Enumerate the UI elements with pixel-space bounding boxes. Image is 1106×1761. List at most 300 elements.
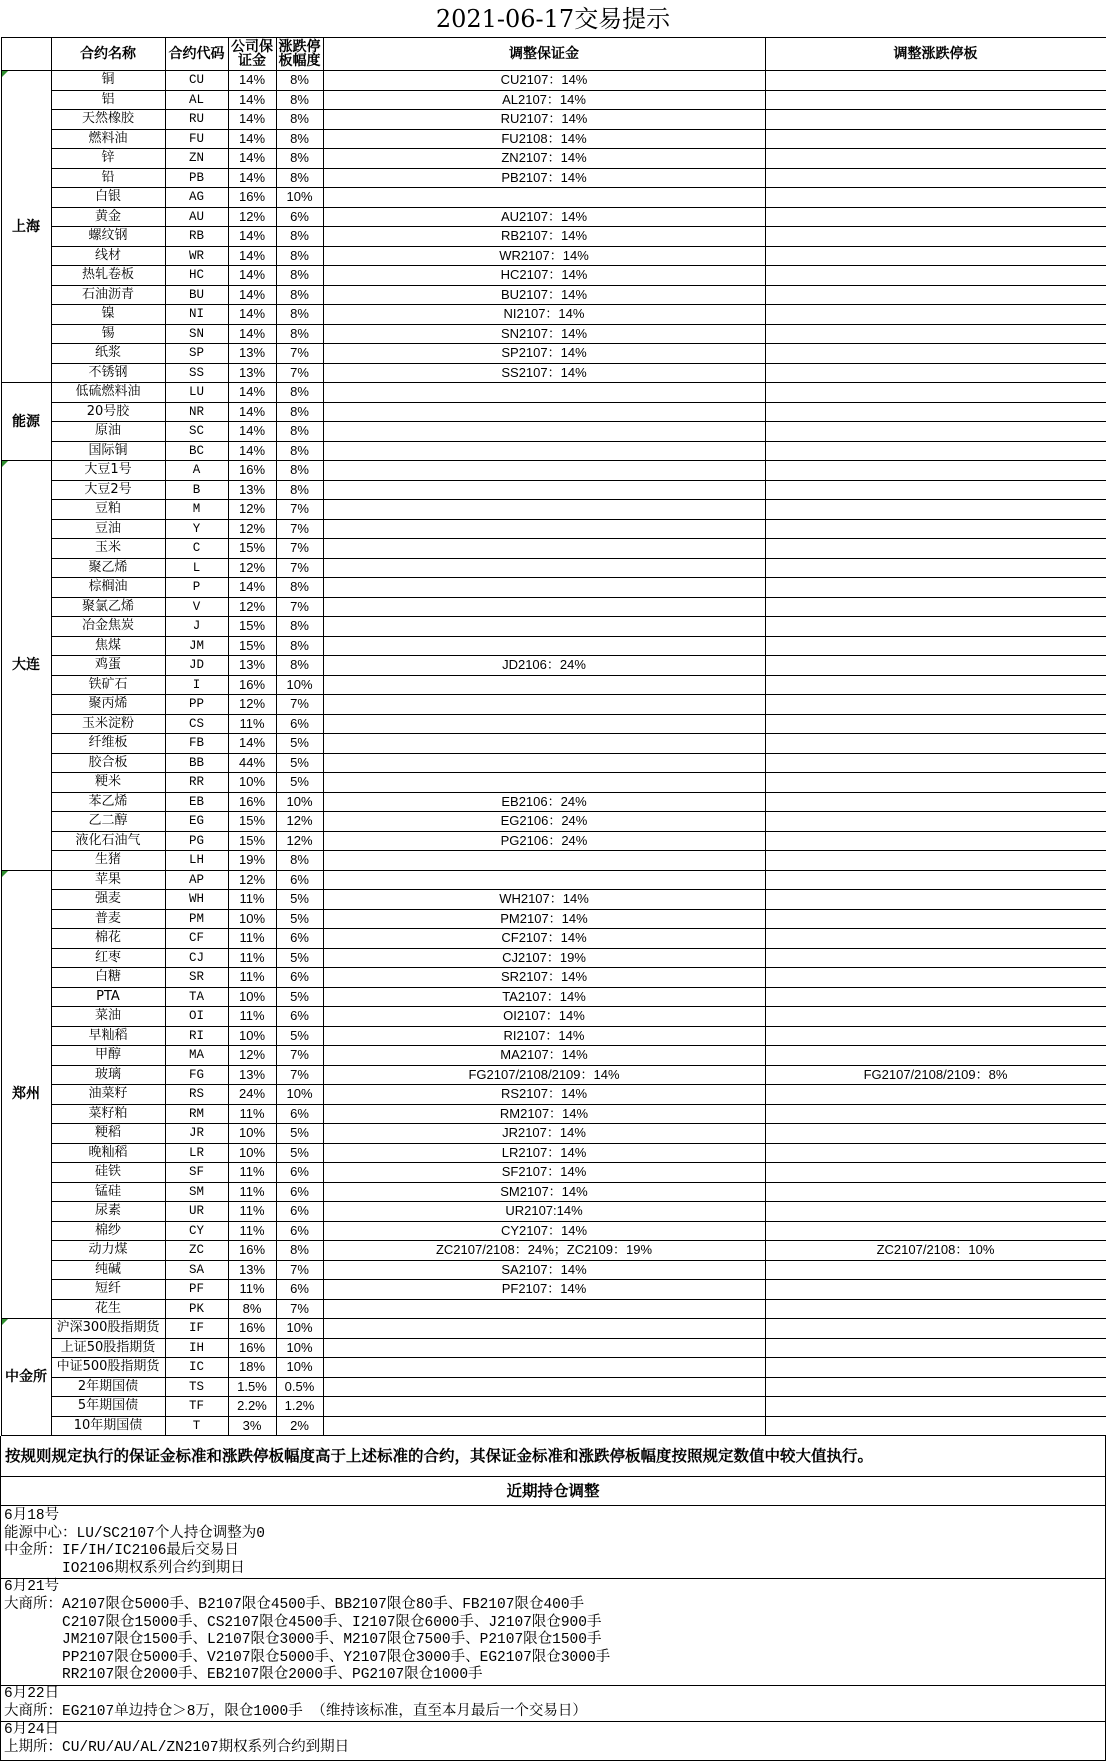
- adjusted-limit-cell: [765, 714, 1106, 734]
- contract-name-cell: 石油沥青: [51, 285, 165, 305]
- adjusted-margin-cell: TA2107：14%: [323, 987, 765, 1007]
- contract-name-cell: 镍: [51, 305, 165, 325]
- contract-row: [1, 1338, 1106, 1358]
- contract-row: [1, 714, 1106, 734]
- adjusted-limit-cell: [765, 1124, 1106, 1144]
- contract-row: [1, 1280, 1106, 1300]
- position-notes: [0, 1506, 1106, 1761]
- adjusted-limit-cell: [765, 227, 1106, 247]
- adjusted-margin-cell: [323, 1358, 765, 1378]
- note-lines: [62, 1740, 349, 1758]
- contract-row: [1, 1358, 1106, 1378]
- adjusted-margin-cell: FG2107/2108/2109：14%: [323, 1065, 765, 1085]
- contract-code-cell: AL: [165, 90, 228, 110]
- contract-row: [1, 1397, 1106, 1417]
- contract-name-cell: 乙二醇: [51, 812, 165, 832]
- contract-row: [1, 1143, 1106, 1163]
- company-margin-cell: 13%: [228, 1065, 276, 1085]
- contract-row: [1, 773, 1106, 793]
- contract-row: [1, 402, 1106, 422]
- note-entry: [1, 1740, 1105, 1758]
- contract-code-cell: CY: [165, 1221, 228, 1241]
- position-note-group: [1, 1578, 1105, 1685]
- contract-name-cell: 甲醇: [51, 1046, 165, 1066]
- header-exchange-cell: [1, 38, 51, 71]
- price-limit-cell: 6%: [276, 870, 323, 890]
- adjusted-limit-cell: [765, 71, 1106, 91]
- price-limit-cell: 6%: [276, 1202, 323, 1222]
- adjusted-limit-cell: [765, 1085, 1106, 1105]
- price-limit-cell: 6%: [276, 968, 323, 988]
- company-margin-cell: 19%: [228, 851, 276, 871]
- adjusted-margin-cell: EB2106：24%: [323, 792, 765, 812]
- adjusted-limit-cell: [765, 539, 1106, 559]
- contract-name-cell: 动力煤: [51, 1241, 165, 1261]
- contract-row: [1, 909, 1106, 929]
- adjusted-margin-cell: PB2107：14%: [323, 168, 765, 188]
- adjusted-margin-cell: FU2108：14%: [323, 129, 765, 149]
- contract-row: [1, 636, 1106, 656]
- note-line: CU/RU/AU/AL/ZN2107期权系列合约到期日: [62, 1739, 350, 1756]
- contract-row: [1, 539, 1106, 559]
- company-margin-cell: 14%: [228, 441, 276, 461]
- contract-row: [1, 948, 1106, 968]
- adjusted-limit-cell: [765, 968, 1106, 988]
- adjusted-limit-cell: [765, 656, 1106, 676]
- adjusted-limit-cell: [765, 831, 1106, 851]
- company-margin-cell: 16%: [228, 1241, 276, 1261]
- contract-name-cell: 棕榈油: [51, 578, 165, 598]
- contract-row: [1, 675, 1106, 695]
- company-margin-cell: 12%: [228, 500, 276, 520]
- contract-row: [1, 1163, 1106, 1183]
- company-margin-cell: 15%: [228, 831, 276, 851]
- contract-code-cell: CS: [165, 714, 228, 734]
- price-limit-cell: 10%: [276, 1085, 323, 1105]
- contract-name-cell: 白银: [51, 188, 165, 208]
- note-line: A2107限仓5000手、B2107限仓4500手、BB2107限仓80手、FB2107限仓400手: [62, 1596, 585, 1613]
- contract-code-cell: PG: [165, 831, 228, 851]
- contract-row: [1, 1026, 1106, 1046]
- contract-row: [1, 870, 1106, 890]
- adjusted-limit-cell: [765, 597, 1106, 617]
- note-entry: [1, 1526, 1105, 1544]
- contract-name-cell: 液化石油气: [51, 831, 165, 851]
- contract-name-cell: 菜籽粕: [51, 1104, 165, 1124]
- header-contract-name: 合约名称: [51, 38, 165, 71]
- adjusted-margin-cell: PF2107：14%: [323, 1280, 765, 1300]
- price-limit-cell: 12%: [276, 812, 323, 832]
- contract-row: [1, 1319, 1106, 1339]
- adjusted-margin-cell: [323, 1299, 765, 1319]
- contract-code-cell: T: [165, 1416, 228, 1436]
- adjusted-limit-cell: [765, 149, 1106, 169]
- contract-row: [1, 578, 1106, 598]
- contract-row: [1, 1065, 1106, 1085]
- note-line: LU/SC2107个人持仓调整为0: [76, 1525, 266, 1542]
- company-margin-cell: 11%: [228, 1104, 276, 1124]
- cell-indicator-icon: [2, 1319, 8, 1325]
- company-margin-cell: 14%: [228, 90, 276, 110]
- contract-code-cell: FU: [165, 129, 228, 149]
- contract-row: [1, 987, 1106, 1007]
- contract-code-cell: CJ: [165, 948, 228, 968]
- adjusted-margin-cell: [323, 597, 765, 617]
- price-limit-cell: 7%: [276, 500, 323, 520]
- contract-row: [1, 519, 1106, 539]
- price-limit-cell: 8%: [276, 441, 323, 461]
- adjusted-margin-cell: [323, 675, 765, 695]
- company-margin-cell: 10%: [228, 1124, 276, 1144]
- contract-row: [1, 1046, 1106, 1066]
- adjusted-limit-cell: [765, 1104, 1106, 1124]
- adjusted-margin-cell: UR2107:14%: [323, 1202, 765, 1222]
- note-exchange-label: 中金所：: [4, 1543, 62, 1560]
- price-limit-cell: 8%: [276, 480, 323, 500]
- price-limit-cell: 5%: [276, 948, 323, 968]
- contract-row: [1, 344, 1106, 364]
- company-margin-cell: 14%: [228, 305, 276, 325]
- price-limit-cell: 8%: [276, 149, 323, 169]
- company-margin-cell: 16%: [228, 461, 276, 481]
- note-lines: [77, 1526, 266, 1544]
- page-title: 2021-06-17交易提示: [435, 5, 671, 33]
- contract-row: [1, 792, 1106, 812]
- adjusted-limit-cell: [765, 636, 1106, 656]
- price-limit-cell: 7%: [276, 519, 323, 539]
- contract-name-cell: 生猪: [51, 851, 165, 871]
- contract-name-cell: 纯碱: [51, 1260, 165, 1280]
- note-date: 6月21号: [4, 1579, 60, 1596]
- company-margin-cell: 14%: [228, 285, 276, 305]
- adjusted-margin-cell: LR2107：14%: [323, 1143, 765, 1163]
- contract-name-cell: 花生: [51, 1299, 165, 1319]
- contract-name-cell: 天然橡胶: [51, 110, 165, 130]
- contract-row: [1, 617, 1106, 637]
- contract-code-cell: EG: [165, 812, 228, 832]
- adjusted-margin-cell: [323, 851, 765, 871]
- adjusted-limit-cell: [765, 1358, 1106, 1378]
- contract-row: [1, 1202, 1106, 1222]
- contract-code-cell: FB: [165, 734, 228, 754]
- note-entry: [1, 1597, 1105, 1685]
- contract-name-cell: 红枣: [51, 948, 165, 968]
- adjusted-limit-cell: [765, 1007, 1106, 1027]
- price-limit-cell: 7%: [276, 363, 323, 383]
- price-limit-cell: 8%: [276, 656, 323, 676]
- adjusted-limit-cell: [765, 1280, 1106, 1300]
- note-date: 6月24日: [4, 1722, 60, 1739]
- adjusted-limit-cell: [765, 773, 1106, 793]
- contract-code-cell: SA: [165, 1260, 228, 1280]
- adjusted-limit-cell: [765, 578, 1106, 598]
- note-exchange-label: 大商所：: [4, 1703, 62, 1720]
- contract-name-cell: 粳米: [51, 773, 165, 793]
- adjusted-margin-cell: SN2107：14%: [323, 324, 765, 344]
- adjusted-limit-cell: [765, 305, 1106, 325]
- adjusted-limit-cell: [765, 1143, 1106, 1163]
- adjusted-limit-cell: [765, 1338, 1106, 1358]
- contract-row: [1, 597, 1106, 617]
- price-limit-cell: 5%: [276, 987, 323, 1007]
- exchange-label: 能源: [12, 413, 40, 430]
- adjusted-limit-cell: [765, 695, 1106, 715]
- company-margin-cell: 14%: [228, 402, 276, 422]
- note-date: 6月22日: [4, 1685, 60, 1702]
- contract-code-cell: SC: [165, 422, 228, 442]
- adjusted-margin-cell: RU2107：14%: [323, 110, 765, 130]
- price-limit-cell: 8%: [276, 383, 323, 403]
- contract-table-body: [1, 71, 1106, 1436]
- price-limit-cell: 8%: [276, 246, 323, 266]
- price-limit-cell: 8%: [276, 227, 323, 247]
- price-limit-cell: 6%: [276, 929, 323, 949]
- contract-row: [1, 1007, 1106, 1027]
- position-note-group: [1, 1721, 1105, 1757]
- price-limit-cell: 12%: [276, 831, 323, 851]
- contract-row: [1, 656, 1106, 676]
- contract-row: [1, 305, 1106, 325]
- price-limit-cell: 5%: [276, 890, 323, 910]
- note-line: EG2107单边持仓＞8万，限仓1000手 （维持该标准，直至本月最后一个交易日）: [62, 1703, 587, 1720]
- adjusted-limit-cell: [765, 519, 1106, 539]
- adjusted-limit-cell: [765, 1397, 1106, 1417]
- price-limit-cell: 6%: [276, 207, 323, 227]
- company-margin-cell: 10%: [228, 1143, 276, 1163]
- price-limit-cell: 10%: [276, 1319, 323, 1339]
- company-margin-cell: 10%: [228, 1026, 276, 1046]
- company-margin-cell: 14%: [228, 168, 276, 188]
- company-margin-cell: 12%: [228, 1046, 276, 1066]
- contract-table: [1, 37, 1106, 1436]
- contract-name-cell: 2年期国债: [51, 1377, 165, 1397]
- contract-code-cell: AP: [165, 870, 228, 890]
- company-margin-cell: 13%: [228, 480, 276, 500]
- contract-row: [1, 1299, 1106, 1319]
- adjusted-margin-cell: [323, 753, 765, 773]
- contract-code-cell: TF: [165, 1397, 228, 1417]
- header-company-margin: 公司保证金: [228, 38, 276, 71]
- company-margin-cell: 14%: [228, 227, 276, 247]
- contract-code-cell: AU: [165, 207, 228, 227]
- adjusted-limit-cell: [765, 1377, 1106, 1397]
- contract-row: [1, 929, 1106, 949]
- company-margin-cell: 16%: [228, 1338, 276, 1358]
- contract-row: [1, 1377, 1106, 1397]
- contract-name-cell: 国际铜: [51, 441, 165, 461]
- price-limit-cell: 7%: [276, 344, 323, 364]
- price-limit-cell: 8%: [276, 422, 323, 442]
- adjusted-margin-cell: SM2107：14%: [323, 1182, 765, 1202]
- price-limit-cell: 8%: [276, 461, 323, 481]
- price-limit-cell: 8%: [276, 129, 323, 149]
- adjusted-margin-cell: [323, 1416, 765, 1436]
- contract-code-cell: HC: [165, 266, 228, 286]
- company-margin-cell: 11%: [228, 1182, 276, 1202]
- contract-code-cell: UR: [165, 1202, 228, 1222]
- contract-name-cell: 铝: [51, 90, 165, 110]
- adjusted-limit-cell: [765, 1182, 1106, 1202]
- company-margin-cell: 11%: [228, 968, 276, 988]
- contract-code-cell: SS: [165, 363, 228, 383]
- adjusted-limit-cell: [765, 617, 1106, 637]
- contract-name-cell: 螺纹钢: [51, 227, 165, 247]
- contract-code-cell: PK: [165, 1299, 228, 1319]
- contract-row: [1, 890, 1106, 910]
- contract-code-cell: NI: [165, 305, 228, 325]
- price-limit-cell: 8%: [276, 305, 323, 325]
- contract-name-cell: 聚乙烯: [51, 558, 165, 578]
- contract-name-cell: 早籼稻: [51, 1026, 165, 1046]
- contract-name-cell: 线材: [51, 246, 165, 266]
- company-margin-cell: 11%: [228, 1202, 276, 1222]
- adjusted-margin-cell: [323, 1319, 765, 1339]
- contract-code-cell: BC: [165, 441, 228, 461]
- price-limit-cell: 7%: [276, 1065, 323, 1085]
- company-margin-cell: 14%: [228, 734, 276, 754]
- company-margin-cell: 10%: [228, 987, 276, 1007]
- price-limit-cell: 5%: [276, 1124, 323, 1144]
- contract-code-cell: SF: [165, 1163, 228, 1183]
- exchange-cell: [1, 1319, 51, 1436]
- contract-row: [1, 90, 1106, 110]
- exchange-label: 上海: [12, 218, 40, 235]
- price-limit-cell: 8%: [276, 617, 323, 637]
- adjusted-limit-cell: [765, 890, 1106, 910]
- contract-name-cell: 粳稻: [51, 1124, 165, 1144]
- company-margin-cell: 14%: [228, 324, 276, 344]
- contract-code-cell: RS: [165, 1085, 228, 1105]
- note-line: IF/IH/IC2106最后交易日: [62, 1543, 239, 1560]
- adjusted-margin-cell: RB2107：14%: [323, 227, 765, 247]
- note-date: 6月18号: [4, 1508, 60, 1524]
- adjusted-margin-cell: [323, 695, 765, 715]
- contract-row: [1, 71, 1106, 91]
- adjusted-margin-cell: [323, 539, 765, 559]
- contract-name-cell: 焦煤: [51, 636, 165, 656]
- adjusted-margin-cell: [323, 402, 765, 422]
- contract-code-cell: TA: [165, 987, 228, 1007]
- header-row: [1, 38, 1106, 71]
- contract-row: [1, 480, 1106, 500]
- contract-name-cell: 中证500股指期货: [51, 1358, 165, 1378]
- contract-code-cell: PF: [165, 1280, 228, 1300]
- contract-name-cell: 晚籼稻: [51, 1143, 165, 1163]
- price-limit-cell: 0.5%: [276, 1377, 323, 1397]
- adjusted-limit-cell: [765, 1026, 1106, 1046]
- contract-code-cell: Y: [165, 519, 228, 539]
- contract-code-cell: SP: [165, 344, 228, 364]
- adjusted-limit-cell: [765, 948, 1106, 968]
- contract-row: [1, 1182, 1106, 1202]
- contract-name-cell: 棉花: [51, 929, 165, 949]
- contract-row: [1, 461, 1106, 481]
- adjusted-margin-cell: [323, 714, 765, 734]
- adjusted-margin-cell: CF2107：14%: [323, 929, 765, 949]
- contract-code-cell: SN: [165, 324, 228, 344]
- note-line: JM2107限仓1500手、L2107限仓3000手、M2107限仓7500手、P2107限仓1500手: [62, 1632, 602, 1649]
- company-margin-cell: 15%: [228, 539, 276, 559]
- contract-name-cell: 热轧卷板: [51, 266, 165, 286]
- contract-name-cell: 原油: [51, 422, 165, 442]
- adjusted-limit-cell: [765, 480, 1106, 500]
- contract-code-cell: CU: [165, 71, 228, 91]
- contract-name-cell: 10年期国债: [51, 1416, 165, 1436]
- note-exchange-label: 大商所：: [4, 1596, 62, 1613]
- company-margin-cell: 16%: [228, 675, 276, 695]
- company-margin-cell: 14%: [228, 578, 276, 598]
- adjusted-limit-cell: [765, 1260, 1106, 1280]
- adjusted-margin-cell: [323, 383, 765, 403]
- contract-code-cell: FG: [165, 1065, 228, 1085]
- note-line: IO2106期权系列合约到期日: [62, 1560, 245, 1577]
- contract-name-cell: 苹果: [51, 870, 165, 890]
- price-limit-cell: 8%: [276, 402, 323, 422]
- company-margin-cell: 12%: [228, 207, 276, 227]
- contract-name-cell: 低硫燃料油: [51, 383, 165, 403]
- adjusted-margin-cell: SF2107：14%: [323, 1163, 765, 1183]
- adjusted-limit-cell: [765, 207, 1106, 227]
- contract-row: [1, 1260, 1106, 1280]
- price-limit-cell: 6%: [276, 1104, 323, 1124]
- company-margin-cell: 12%: [228, 597, 276, 617]
- price-limit-cell: 6%: [276, 1280, 323, 1300]
- contract-name-cell: 尿素: [51, 1202, 165, 1222]
- price-limit-cell: 10%: [276, 792, 323, 812]
- contract-code-cell: LR: [165, 1143, 228, 1163]
- contract-name-cell: 铜: [51, 71, 165, 91]
- price-limit-cell: 6%: [276, 1182, 323, 1202]
- contract-row: [1, 753, 1106, 773]
- contract-row: [1, 441, 1106, 461]
- contract-row: [1, 968, 1106, 988]
- adjusted-margin-cell: AL2107：14%: [323, 90, 765, 110]
- company-margin-cell: 15%: [228, 812, 276, 832]
- contract-code-cell: JM: [165, 636, 228, 656]
- adjusted-margin-cell: [323, 441, 765, 461]
- cell-indicator-icon: [2, 461, 8, 467]
- price-limit-cell: 8%: [276, 266, 323, 286]
- company-margin-cell: 11%: [228, 1280, 276, 1300]
- company-margin-cell: 13%: [228, 344, 276, 364]
- company-margin-cell: 2.2%: [228, 1397, 276, 1417]
- contract-code-cell: ZN: [165, 149, 228, 169]
- price-limit-cell: 6%: [276, 714, 323, 734]
- note-entry: [1, 1543, 1105, 1578]
- adjusted-margin-cell: ZN2107：14%: [323, 149, 765, 169]
- company-margin-cell: 13%: [228, 656, 276, 676]
- contract-name-cell: 油菜籽: [51, 1085, 165, 1105]
- contract-name-cell: 铁矿石: [51, 675, 165, 695]
- price-limit-cell: 5%: [276, 734, 323, 754]
- contract-name-cell: 聚丙烯: [51, 695, 165, 715]
- contract-name-cell: 聚氯乙烯: [51, 597, 165, 617]
- price-limit-cell: 8%: [276, 90, 323, 110]
- adjusted-margin-cell: CJ2107：19%: [323, 948, 765, 968]
- contract-code-cell: PP: [165, 695, 228, 715]
- company-margin-cell: 10%: [228, 909, 276, 929]
- adjusted-limit-cell: [765, 753, 1106, 773]
- company-margin-cell: 15%: [228, 617, 276, 637]
- price-limit-cell: 7%: [276, 539, 323, 559]
- adjusted-margin-cell: [323, 578, 765, 598]
- contract-name-cell: 菜油: [51, 1007, 165, 1027]
- contract-row: [1, 1241, 1106, 1261]
- contract-row: [1, 500, 1106, 520]
- adjusted-margin-cell: [323, 558, 765, 578]
- adjusted-margin-cell: JR2107：14%: [323, 1124, 765, 1144]
- company-margin-cell: 15%: [228, 636, 276, 656]
